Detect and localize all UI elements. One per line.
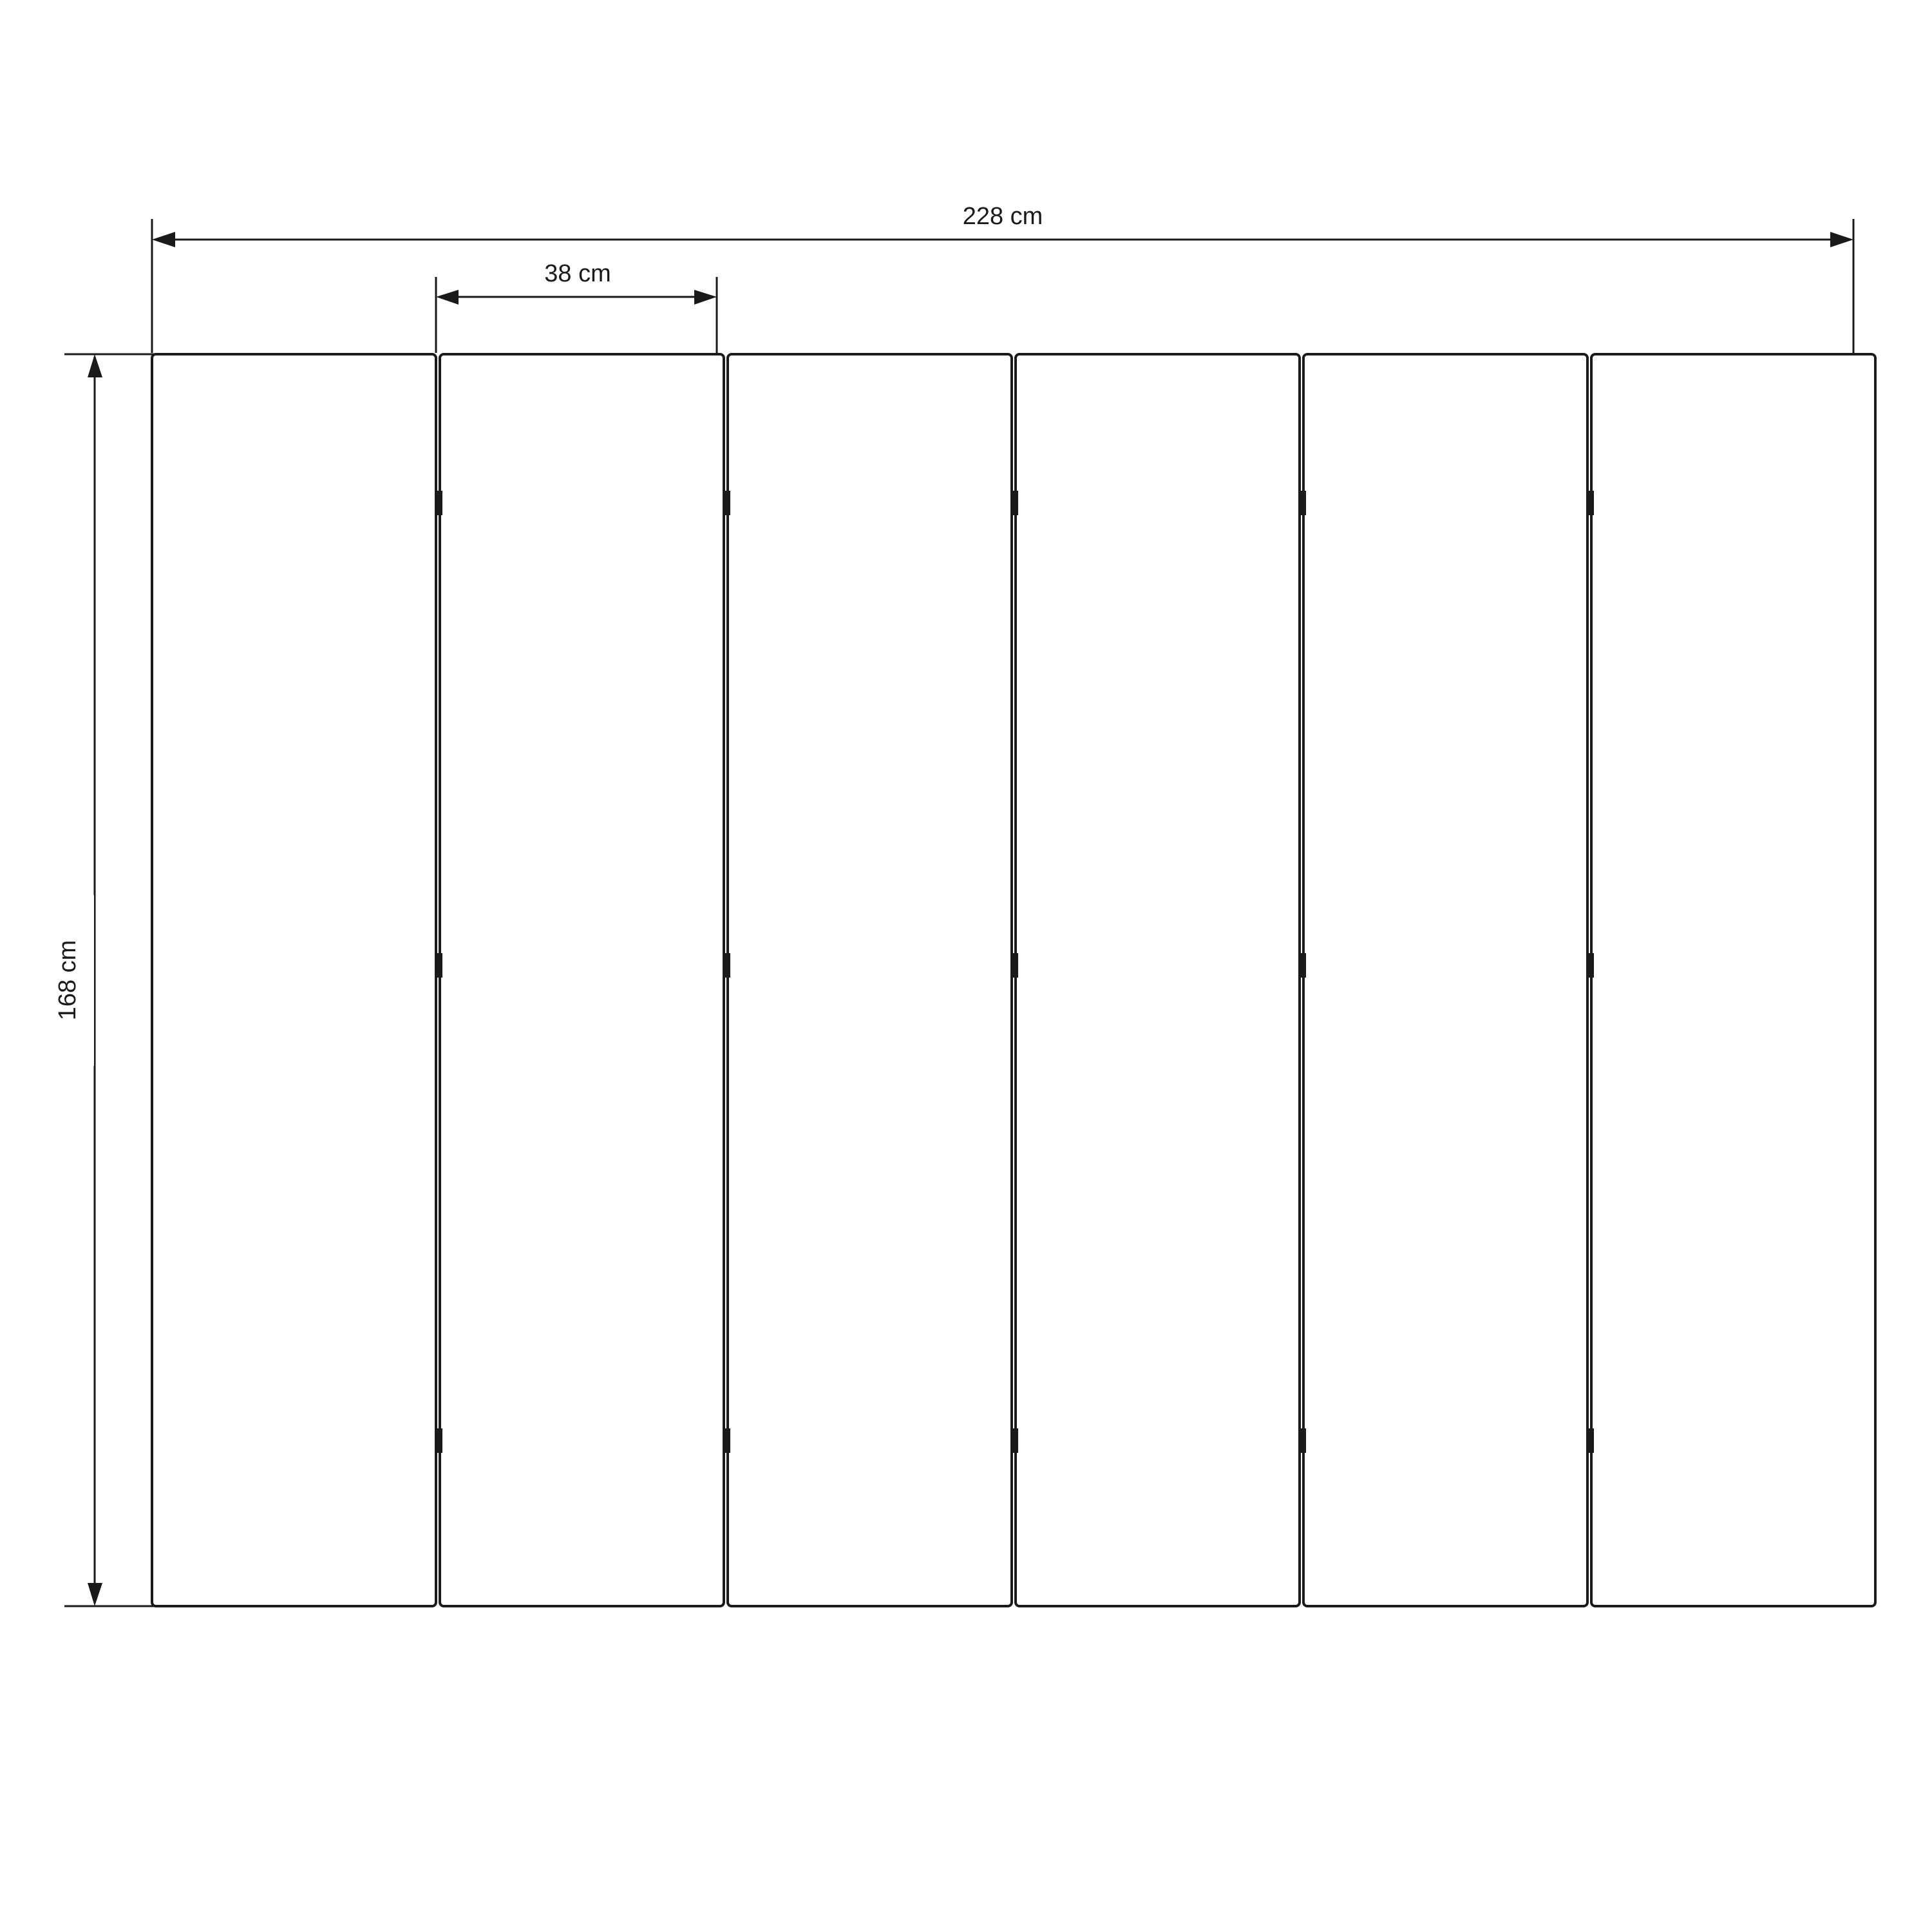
panel-body[interactable] [1303,354,1587,1606]
hinge-icon [1587,953,1594,978]
hinge-icon [1011,1428,1018,1453]
panel-width-label: 38 cm [544,260,611,287]
panel-2[interactable] [435,354,724,1606]
panel-body[interactable] [1591,354,1875,1606]
hinge-icon [1299,491,1306,515]
panel-5[interactable] [1299,354,1587,1606]
hinge-icon [723,953,730,978]
hinge-icon [1299,1428,1306,1453]
total-width-label: 228 cm [962,203,1043,230]
panel-body[interactable] [1016,354,1300,1606]
hinge-icon [435,953,442,978]
panel-1[interactable] [152,354,436,1606]
hinge-icon [1587,491,1594,515]
height-label: 168 cm [54,940,81,1021]
hinge-icon [435,1428,442,1453]
hinge-icon [1011,953,1018,978]
hinge-icon [723,491,730,515]
hinge-icon [435,491,442,515]
panel-3[interactable] [723,354,1012,1606]
hinge-icon [1299,953,1306,978]
hinge-icon [1587,1428,1594,1453]
panel-4[interactable] [1011,354,1300,1606]
hinge-icon [1011,491,1018,515]
hinge-icon [723,1428,730,1453]
panel-body[interactable] [728,354,1012,1606]
panel-body[interactable] [440,354,724,1606]
panel-body[interactable] [152,354,436,1606]
panel-6[interactable] [1587,354,1875,1606]
